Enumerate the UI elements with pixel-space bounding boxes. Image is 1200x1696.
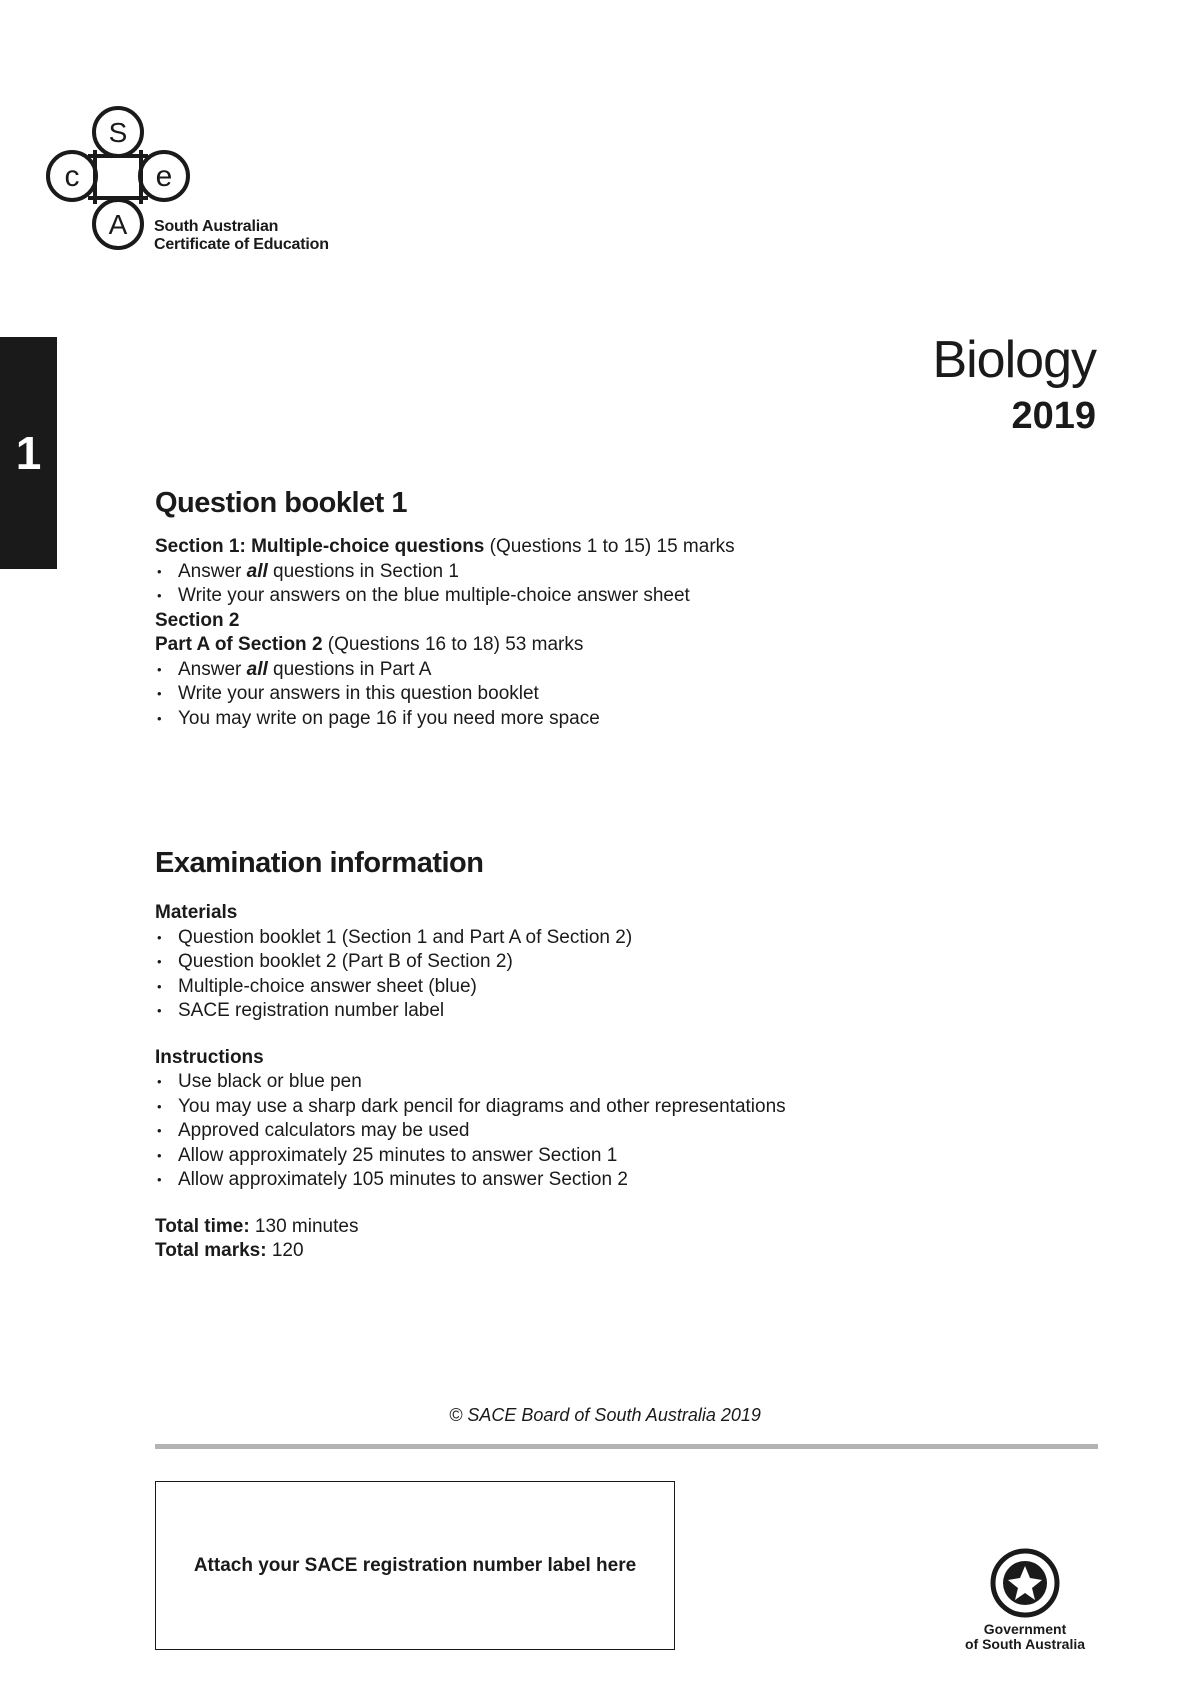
divider [155, 1444, 1098, 1449]
list-item: • Allow approximately 25 minutes to answer Section 1 [155, 1144, 1055, 1169]
list-item: • Question booklet 1 (Section 1 and Part A of Section 2) [155, 926, 1055, 951]
copyright-notice: © SACE Board of South Australia 2019 [449, 1405, 761, 1425]
registration-label-box [155, 1481, 675, 1650]
partA-line [155, 633, 1055, 658]
list-item: • Multiple-choice answer sheet (blue) [155, 975, 1055, 1000]
gov-line-1: Government [983, 1621, 1067, 1637]
booklet-number: 1 [15, 427, 42, 479]
partA-detail: (Questions 16 to 18) 53 marks [322, 634, 584, 655]
exam-year: 2019 [1011, 395, 1096, 437]
materials-list [155, 926, 1055, 1024]
list-item: • You may use a sharp dark pencil for diagrams and other representations [155, 1095, 1055, 1120]
section1-list [155, 560, 1055, 609]
list-item: • Question booklet 2 (Part B of Section 2) [155, 950, 1055, 975]
booklet-section [155, 485, 1055, 731]
list-item: • Write your answers on the blue multiple-choice answer sheet [155, 584, 1055, 609]
section1-line [155, 535, 1055, 560]
svg-text:A: A [108, 209, 128, 240]
total-marks: Total marks: 120 [155, 1240, 304, 1261]
section1-detail: (Questions 1 to 15) 15 marks [484, 536, 735, 557]
list-item: • Use black or blue pen [155, 1070, 1055, 1095]
instructions-label: Instructions [155, 1046, 264, 1068]
booklet-number-tab [0, 337, 57, 569]
government-logo [950, 1548, 1100, 1652]
logo-line-2: Certificate of Education [154, 236, 329, 253]
subject-title: Biology [932, 331, 1096, 389]
list-item: • Answer all questions in Part A [155, 658, 1055, 683]
booklet-heading: Question booklet 1 [155, 487, 408, 519]
registration-label-text: Attach your SACE registration number label here [193, 1554, 637, 1576]
list-item: • You may write on page 16 if you need more space [155, 707, 1055, 732]
list-item: • Approved calculators may be used [155, 1119, 1055, 1144]
list-item: • Answer all questions in Section 1 [155, 560, 1055, 585]
gov-line-2: of South Australia [964, 1636, 1086, 1652]
partA-label: Part A of Section 2 [155, 634, 323, 655]
svg-text:c: c [64, 160, 80, 193]
logo-line-1: South Australian [154, 218, 279, 235]
sace-logo [40, 104, 360, 264]
list-item: • Write your answers in this question booklet [155, 682, 1055, 707]
section1-label: Section 1: Multiple-choice questions [155, 536, 485, 557]
exam-info-section [155, 845, 1055, 1264]
state-badge-icon [990, 1548, 1060, 1618]
list-item: • Allow approximately 105 minutes to answer Section 2 [155, 1168, 1055, 1193]
total-time: Total time: 130 minutes [155, 1215, 359, 1237]
exam-info-heading: Examination information [155, 847, 484, 879]
svg-text:S: S [108, 117, 128, 148]
instructions-list [155, 1070, 1055, 1193]
section2-label: Section 2 [155, 609, 240, 631]
list-item: • SACE registration number label [155, 999, 1055, 1024]
partA-list [155, 658, 1055, 732]
materials-label: Materials [155, 902, 238, 923]
svg-text:e: e [155, 160, 173, 193]
